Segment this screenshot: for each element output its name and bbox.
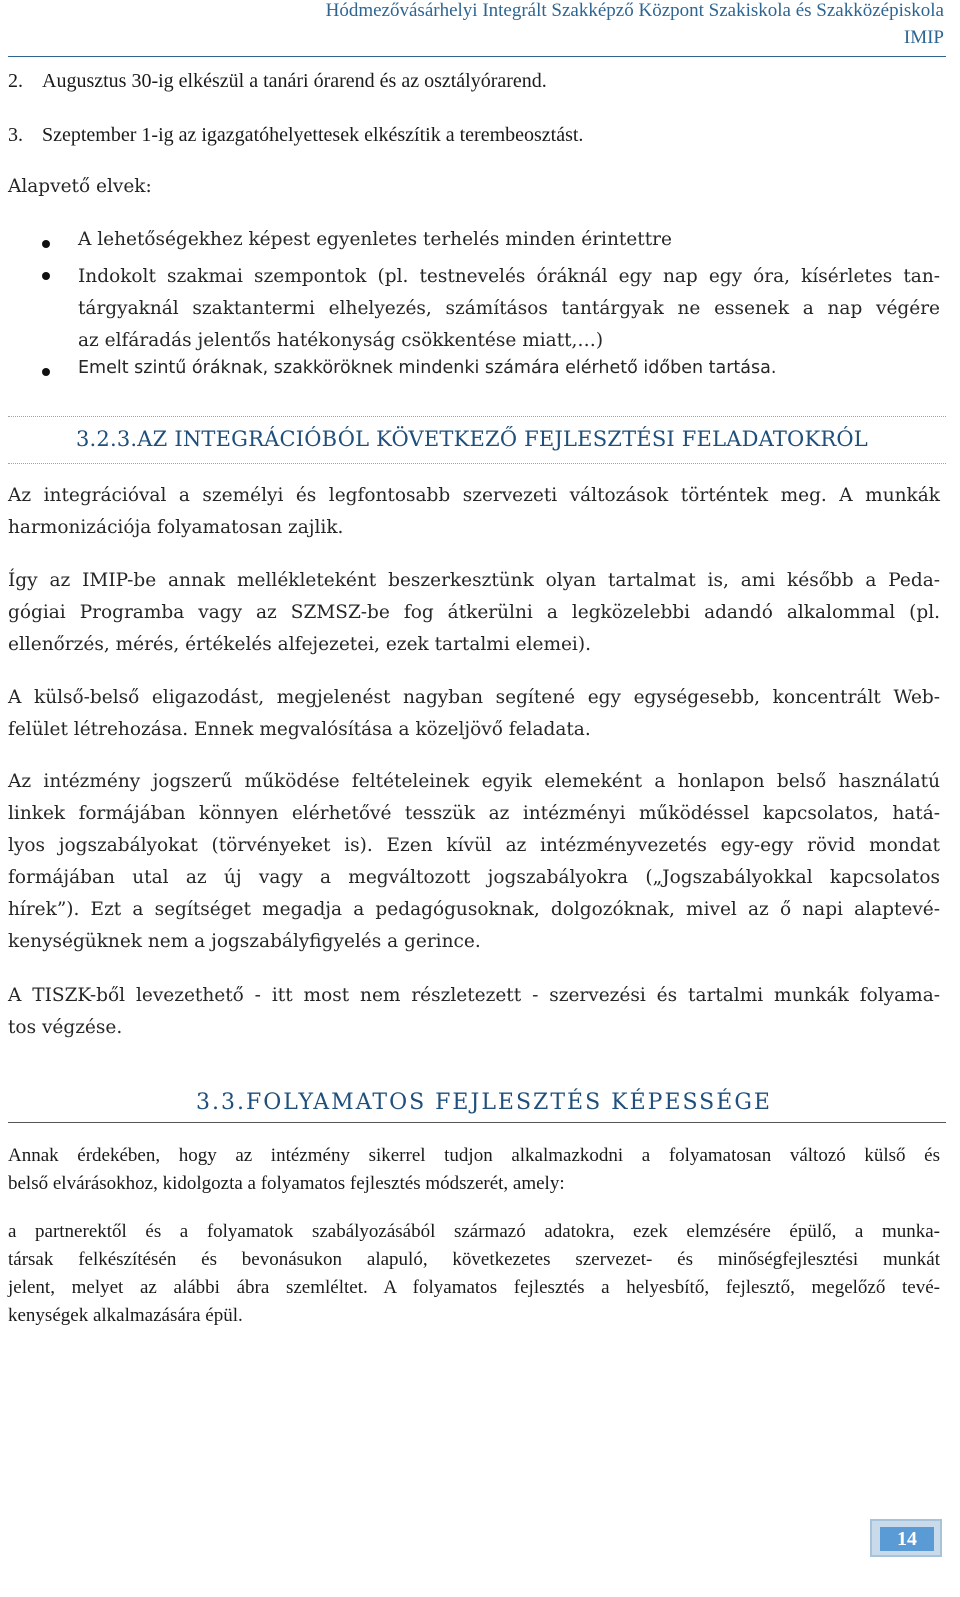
paragraph-line: tos végzése. [8, 1017, 123, 1038]
header-divider [8, 56, 946, 57]
paragraph-line: gógiai Programba vagy az SZMSZ-be fog átkerülni a legközelebbi adandó alkalommal (pl. [8, 602, 940, 623]
bullet-line: tárgyaknál szaktantermi elhelyezés, számításos tantárgyak ne essenek a nap végére [78, 298, 940, 319]
paragraph-line: Így az IMIP-be annak mellékleteként beszerkesztünk olyan tartalmat is, ami később a Peda- [8, 570, 940, 591]
paragraph [8, 480, 940, 544]
paragraph [8, 1218, 940, 1330]
section-divider-top [8, 416, 946, 417]
page-number-box [870, 1519, 942, 1557]
paragraph-line: belső elvárásokhoz, kidolgozta a folyamatos fejlesztés módszerét, amely: [8, 1173, 565, 1194]
paragraph-line: A TISZK-ből levezethető - itt most nem részletezett - szervezési és tartalmi munkák folyama- [8, 985, 940, 1006]
bullet-text: A lehetőségekhez képest egyenletes terhelés minden érintettre [78, 229, 672, 250]
paragraph-line: Az intézmény jogszerű működése feltételeinek egyik elemeként a honlapon belső használatú [8, 771, 940, 792]
running-header-title: Hódmezővásárhelyi Integrált Szakképző Központ Szakiskola és Szakközépiskola [325, 0, 944, 21]
paragraph-line: Annak érdekében, hogy az intézmény sikerrel tudjon alkalmazkodni a folyamatosan változó külső és [8, 1145, 940, 1166]
paragraph [8, 1142, 940, 1198]
bullet-icon [42, 368, 50, 376]
paragraph-line: lyos jogszabályokat (törvényeket is). Ezen kívül az intézményvezetés egy-egy rövid mondat [8, 835, 940, 856]
paragraph-line: hírek”). Ezt a segítséget megadja a pedagógusoknak, dolgozóknak, mivel az ő napi alaptevé- [8, 899, 940, 920]
section-heading: 3.3.FOLYAMATOS FEJLESZTÉS KÉPESSÉGE [196, 1090, 772, 1115]
paragraph [8, 565, 940, 661]
paragraph-line: társak felkészítésén és bevonásukon alapuló, következetes szervezet- és minőségfejlesztési munkát [8, 1249, 940, 1270]
bullet-text: Emelt szintű óráknak, szakköröknek mindenki számára elérhető időben tartása. [78, 358, 777, 378]
bullet-text-multiline [78, 261, 940, 357]
paragraph-line: felület létrehozása. Ennek megvalósítása a közeljövő feladata. [8, 719, 591, 740]
paragraph-line: formájában utal az új vagy a megváltozott jogszabályokra („Jogszabályokkal kapcsolatos [8, 867, 940, 888]
section-divider [8, 1122, 946, 1123]
paragraph-line: a partnerektől és a folyamatok szabályozásából származó adatokra, ezek elemzésére épülő, a munka- [8, 1221, 940, 1242]
item-text: Augusztus 30-ig elkészül a tanári órarend és az osztályórarend. [42, 70, 547, 92]
paragraph-line: ellenőrzés, mérés, értékelés alfejezetei, ezek tartalmi elemei). [8, 634, 591, 655]
page-number: 14 [880, 1527, 934, 1551]
principles-title: Alapvető elvek: [8, 176, 152, 197]
paragraph-line: linkek formájában könnyen elérhetővé tesszük az intézményi működéssel kapcsolatos, hatá- [8, 803, 940, 824]
numbered-item [8, 70, 547, 93]
running-header-imip: IMIP [903, 27, 944, 48]
bullet-icon [42, 240, 50, 248]
paragraph-line: harmonizációja folyamatosan zajlik. [8, 517, 344, 538]
item-number: 3. [8, 124, 23, 146]
paragraph-line: jelent, melyet az alábbi ábra szemléltet. A folyamatos fejlesztés a helyesbítő, fejlesztő, megelőző tevé- [8, 1277, 940, 1298]
paragraph-line: kenységüknek nem a jogszabályfigyelés a gerince. [8, 931, 481, 952]
bullet-line: Indokolt szakmai szempontok (pl. testnevelés óráknál egy nap egy óra, kísérletes tan- [78, 266, 940, 287]
item-number: 2. [8, 70, 23, 92]
bullet-icon [42, 272, 50, 280]
paragraph-line: A külső-belső eligazodást, megjelenést nagyban segítené egy egységesebb, koncentrált Web- [8, 687, 940, 708]
item-text: Szeptember 1-ig az igazgatóhelyettesek elkészítik a terembeosztást. [42, 124, 584, 146]
numbered-item [8, 124, 583, 147]
paragraph [8, 980, 940, 1044]
paragraph-line: kenységek alkalmazására épül. [8, 1305, 243, 1326]
paragraph-line: Az integrációval a személyi és legfontosabb szervezeti változások történtek meg. A munkák [8, 485, 940, 506]
section-heading: 3.2.3.AZ INTEGRÁCIÓBÓL KÖVETKEZŐ FEJLESZTÉSI FELADATOKRÓL [76, 427, 868, 451]
paragraph [8, 766, 940, 958]
paragraph [8, 682, 940, 746]
section-divider-bottom [8, 463, 946, 464]
bullet-line: az elfáradás jelentős hatékonyság csökkentése miatt,…) [78, 330, 604, 351]
